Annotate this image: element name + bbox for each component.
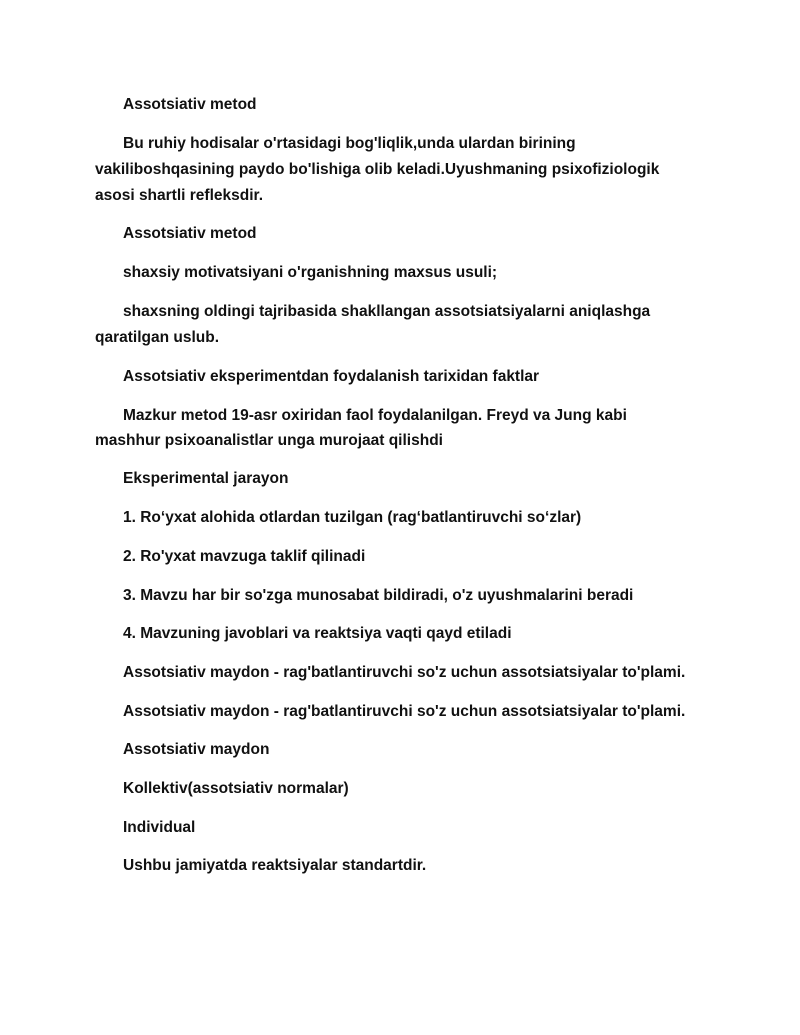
list-item: 1. Ro‘yxat alohida otlardan tuzilgan (rag‘batlantiruvchi so‘zlar) <box>123 509 582 526</box>
paragraph-line: Assotsiativ maydon - rag'batlantiruvchi so'z uchun assotsiatsiyalar to'plami. <box>123 664 686 681</box>
paragraph-line: vakiliboshqasining paydo bo'lishiga olib keladi.Uyushmaning psixofiziologik <box>95 161 660 178</box>
list-item: 2. Ro'yxat mavzuga taklif qilinadi <box>123 548 366 565</box>
paragraph-line: shaxsning oldingi tajribasida shakllangan assotsiatsiyalarni aniqlashga <box>123 303 651 320</box>
paragraph-line: qaratilgan uslub. <box>95 329 220 346</box>
heading-line: Assotsiativ metod <box>123 225 257 242</box>
list-item: 3. Mavzu har bir so'zga munosabat bildiradi, o'z uyushmalarini beradi <box>123 587 634 604</box>
list-item: 4. Mavzuning javoblari va reaktsiya vaqti qayd etiladi <box>123 625 512 642</box>
heading-assotsiativ-metod: Assotsiativ metod <box>123 96 257 113</box>
heading-line: Eksperimental jarayon <box>123 470 289 487</box>
paragraph-line: asosi shartli refleksdir. <box>95 187 264 204</box>
paragraph-line: Bu ruhiy hodisalar o'rtasidagi bog'liqlik,unda ulardan birining <box>123 135 576 152</box>
heading-line: Assotsiativ maydon <box>123 741 270 758</box>
paragraph-line: Kollektiv(assotsiativ normalar) <box>123 780 349 797</box>
paragraph-line: Individual <box>123 819 196 836</box>
paragraph-line: shaxsiy motivatsiyani o'rganishning maxsus usuli; <box>123 264 498 281</box>
paragraph-line: mashhur psixoanalistlar unga murojaat qilishdi <box>95 432 443 449</box>
heading-line: Assotsiativ eksperimentdan foydalanish tarixidan faktlar <box>123 368 540 385</box>
paragraph-line: Mazkur metod 19-asr oxiridan faol foydalanilgan. Freyd va Jung kabi <box>123 407 627 424</box>
paragraph-line: Assotsiativ maydon - rag'batlantiruvchi so'z uchun assotsiatsiyalar to'plami. <box>123 703 686 720</box>
paragraph-line: Ushbu jamiyatda reaktsiyalar standartdir. <box>123 857 427 874</box>
